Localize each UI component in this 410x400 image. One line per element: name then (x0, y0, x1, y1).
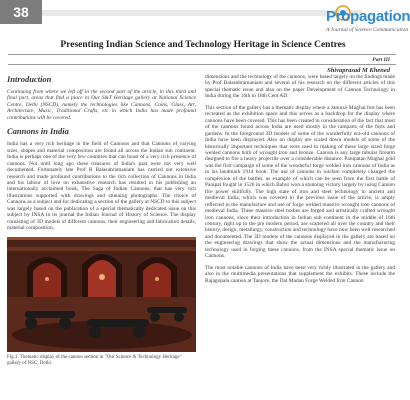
title-rule (8, 54, 396, 55)
right-paragraph-1: dimensions and the technology of the cannons, were based largely on the findings made by Prof Balasubramaniam and several of his research on the different articles of this special thematic issue and also on the paper Development of Cannon Technology in India during the 16th to 18th Cent AD. (205, 74, 395, 100)
logo-tagline: A Journal of Science Communication (326, 27, 409, 33)
right-paragraph-3: The most notable cannons of India have been very richly illustrated in the gallery and also in the multimedia presentations that supplement the exhibits. These include the Rajagopala cannon at Tanjore, the Dal Madan Forge Welded Iron Cannon (205, 264, 395, 284)
journal-logo (318, 4, 410, 36)
part-label: Part III (372, 57, 390, 63)
part-rule (8, 64, 396, 65)
introduction-heading: Introduction (7, 74, 52, 84)
cannons-heading: Cannons in India (7, 126, 69, 137)
gallery-scene-image (7, 237, 196, 352)
left-column (7, 74, 196, 367)
logo-wordmark: Propagation (326, 8, 410, 25)
page-number: 38 (0, 0, 42, 24)
author-name: Shivaprasad M Khened (327, 67, 390, 74)
figure-caption: Fig.1. Thematic display of the cannon section in "Our Science & Technology Heritage" gallery of NSC, Delhi. (7, 354, 182, 366)
cannon-gallery-photo (7, 237, 196, 352)
cannons-paragraph: India has a very rich heritage in the field of Cannons and that Cannons of varying sizes, shapes and material composition are found all across the Indian sub continent. India is perhaps one of the very few countries that can boast of a very rich presence of cannons. Not until long ago these treasures of India's past were not very well documented. Fortunately late Prof R Balasubramaniam has carried out extensive research and made profound contributions to the rich collection of Cannons in India and his labour of love on exhaustive research has resulted in his publishing an internationally acclaimed book, The Saga of Indian Cannons, that has very rich illustrations supported with drawings and stunning photographs. The choice of Cannons as a subject and for dedicating a section of the gallery at NSCD to this subject was largely based on the publication of a special thematically dedicated issue on this subject by INSA in its journal the Indian Journal of History of Science. The display consisting of 3D models of different cannons, their engineering and fabrication details, material composition, (7, 141, 196, 232)
right-paragraph-2: This section of the gallery has a thematic display where a Jamuxe Mughal fort has been recreated as the exhibition space and this serves as a backdrop for the display where cannons have been covered. This has been created in consideration of the fact that most of the cannons found across India are used mostly in the ramparts of the forts and gardens. In the foreground 3D models of some of the wonderfully era-old cannons of India have been displayed. Also on display are scaled down models of some of the historically important techniques that were used in making of these large sized forge welded cannons both of wrought iron and bronze. Cannon is any large tubular firearm designed to fire a heavy projectile over a considerable distance. Panipatan Mughal gold was the first campaign of some of the wonderful forge welded iron cannons of India as in his landmark 1914 book. The use of cannons in warfare completely changed the complexion of the battles, as example of which can be seen from the first battle of Panipat fought in 1526 in which Babur won a stunning victory largely by using Cannon fire power skillfully. The high state of iron and steel technology in ancient and medieval India, which was covered in the previous issue of the article, is amply reflected in the manufacture and use of forge welded massive wrought iron cannons of medieval India. These massive steel bodies are forged and artistically crafted wrought iron cannons, since their introduction in Indian sub continent in the middle of 16th century, right up to the pre modern period, are scattered all over the country and their history, design, metallurgy, construction and technology have now been well researched and documented. The 3D models of the cannons displayed in the gallery are based on the engineering drawings that show the actual dimensions and the manufacturing technology used in forging these cannons, from the INSA special thematic issue on Cannons. (205, 104, 395, 260)
header-band (42, 10, 362, 16)
article-title: Presenting Indian Science and Technology Heritage in Science Centres (60, 40, 346, 50)
right-column (205, 74, 395, 289)
introduction-paragraph: Continuing from where we left off in the second part of the article, in this third and final part, areas that find a place in Our S&T Heritage gallery at National Science Centre, Delhi (NSCD), namely the technologies like Cannons, Coins, Glass, Art, Architecture, Music, Traditional Crafts, etc in which India has made profound contributions will be covered. (7, 89, 196, 121)
